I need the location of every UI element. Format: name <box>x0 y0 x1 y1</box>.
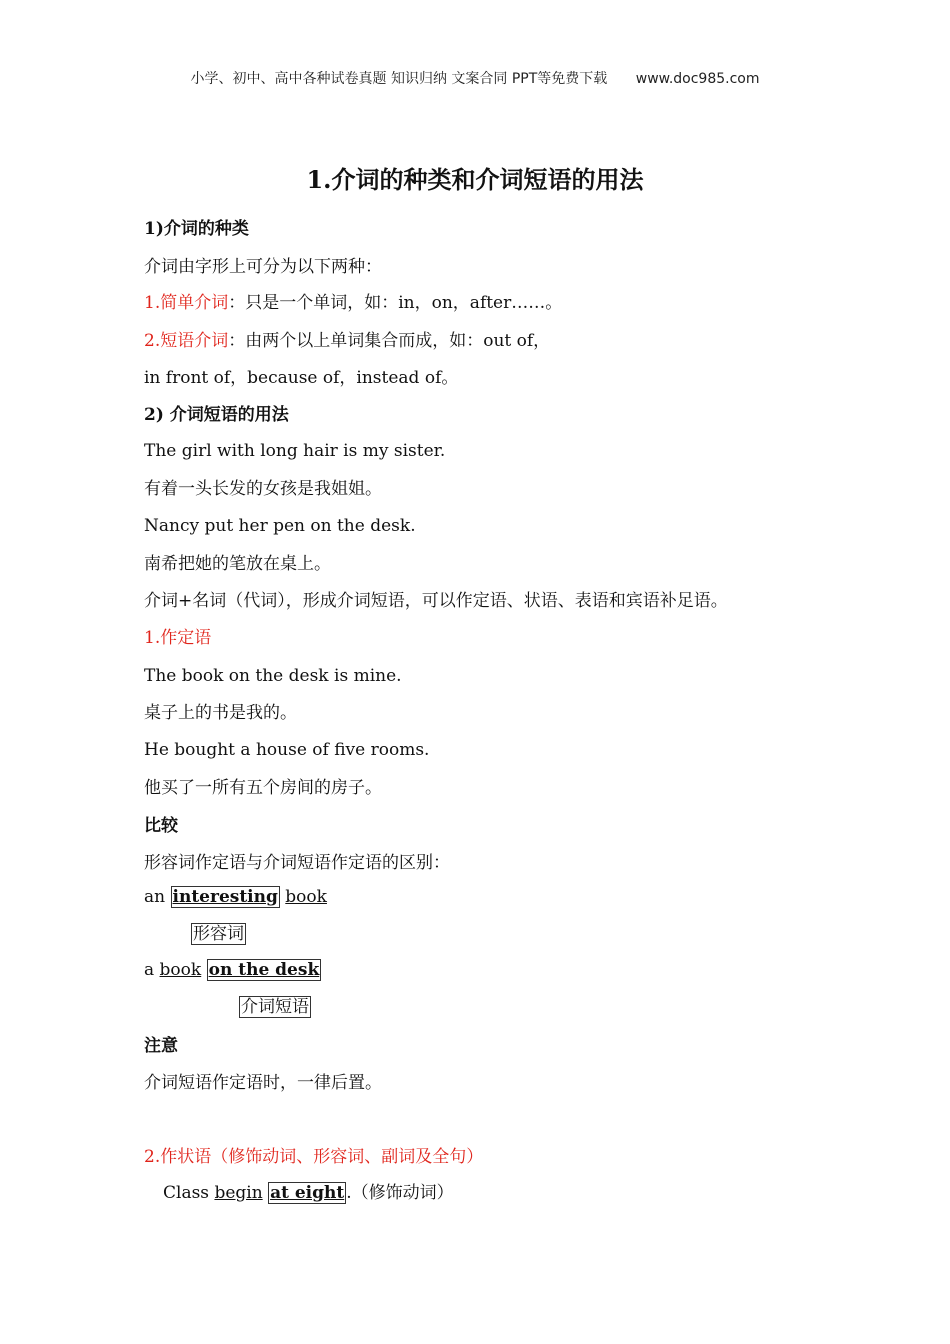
example-sentence-en: The book on the desk is mine. <box>144 666 402 686</box>
usage-summary: 介词+名词（代词），形成介词短语，可以作定语、状语、表语和宾语补足语。 <box>144 591 728 611</box>
phrase2-noun: book <box>159 960 202 980</box>
attributive-heading: 1.作定语 <box>144 628 212 648</box>
adverbial-post: .（修饰动词） <box>346 1183 454 1203</box>
phrase1-pre: an <box>144 887 166 907</box>
adverbial-verb: begin <box>214 1183 263 1203</box>
phrase1-boxed-adjective: interesting <box>172 887 278 907</box>
item1-term: 简单介词 <box>160 293 229 313</box>
adverbial-boxed-phrase: at eight <box>270 1183 345 1203</box>
header-url[interactable]: www.doc985.com <box>635 71 760 87</box>
section2-heading: 2) 介词短语的用法 <box>144 405 289 425</box>
page-title: 1.介词的种类和介词短语的用法 <box>306 165 644 194</box>
adverbial-example <box>163 1182 454 1204</box>
example-sentence-en: Nancy put her pen on the desk. <box>144 516 416 536</box>
example-sentence-zh: 有着一头长发的女孩是我姐姐。 <box>144 479 382 499</box>
item2-text: ：由两个以上单词集合而成，如：out of， <box>228 331 551 351</box>
example-sentence-zh: 桌子上的书是我的。 <box>144 703 297 723</box>
preposition-type-simple <box>144 292 562 314</box>
compare-label: 比较 <box>144 816 178 836</box>
adverbial-heading: 2.作状语（修饰动词、形容词、副词及全句） <box>144 1147 484 1167</box>
prep-phrase-label-box: 介词短语 <box>241 997 309 1017</box>
item1-num: 1. <box>144 293 161 313</box>
section1-heading: 1)介词的种类 <box>144 219 249 239</box>
page-header <box>0 68 950 88</box>
phrase1-noun: book <box>285 887 327 907</box>
example-sentence-zh: 他买了一所有五个房间的房子。 <box>144 778 382 798</box>
adjective-label-box: 形容词 <box>193 924 244 944</box>
preposition-type-phrasal <box>144 330 550 352</box>
compare-phrase-adjective <box>144 886 327 908</box>
item2-num: 2. <box>144 331 161 351</box>
example-sentence-zh: 南希把她的笔放在桌上。 <box>144 554 331 574</box>
note-text: 介词短语作定语时，一律后置。 <box>144 1073 382 1093</box>
section1-intro: 介词由字形上可分为以下两种： <box>144 257 382 277</box>
compare-phrase-prepositional <box>144 959 321 981</box>
header-tagline: 小学、初中、高中各种试卷真题 知识归纳 文案合同 PPT等免费下载 <box>190 71 608 87</box>
item1-text: ：只是一个单词，如：in，on，after……。 <box>228 293 563 313</box>
example-sentence-en: The girl with long hair is my sister. <box>144 441 446 461</box>
item2-term: 短语介词 <box>160 331 229 351</box>
example-sentence-en: He bought a house of five rooms. <box>144 740 430 760</box>
adverbial-pre: Class <box>163 1183 210 1203</box>
item2-continuation: in front of，because of，instead of。 <box>144 368 459 388</box>
note-label: 注意 <box>144 1036 178 1056</box>
phrase2-pre: a <box>144 960 155 980</box>
compare-text: 形容词作定语与介词短语作定语的区别： <box>144 853 450 873</box>
phrase2-boxed-prep-phrase: on the desk <box>208 960 320 980</box>
